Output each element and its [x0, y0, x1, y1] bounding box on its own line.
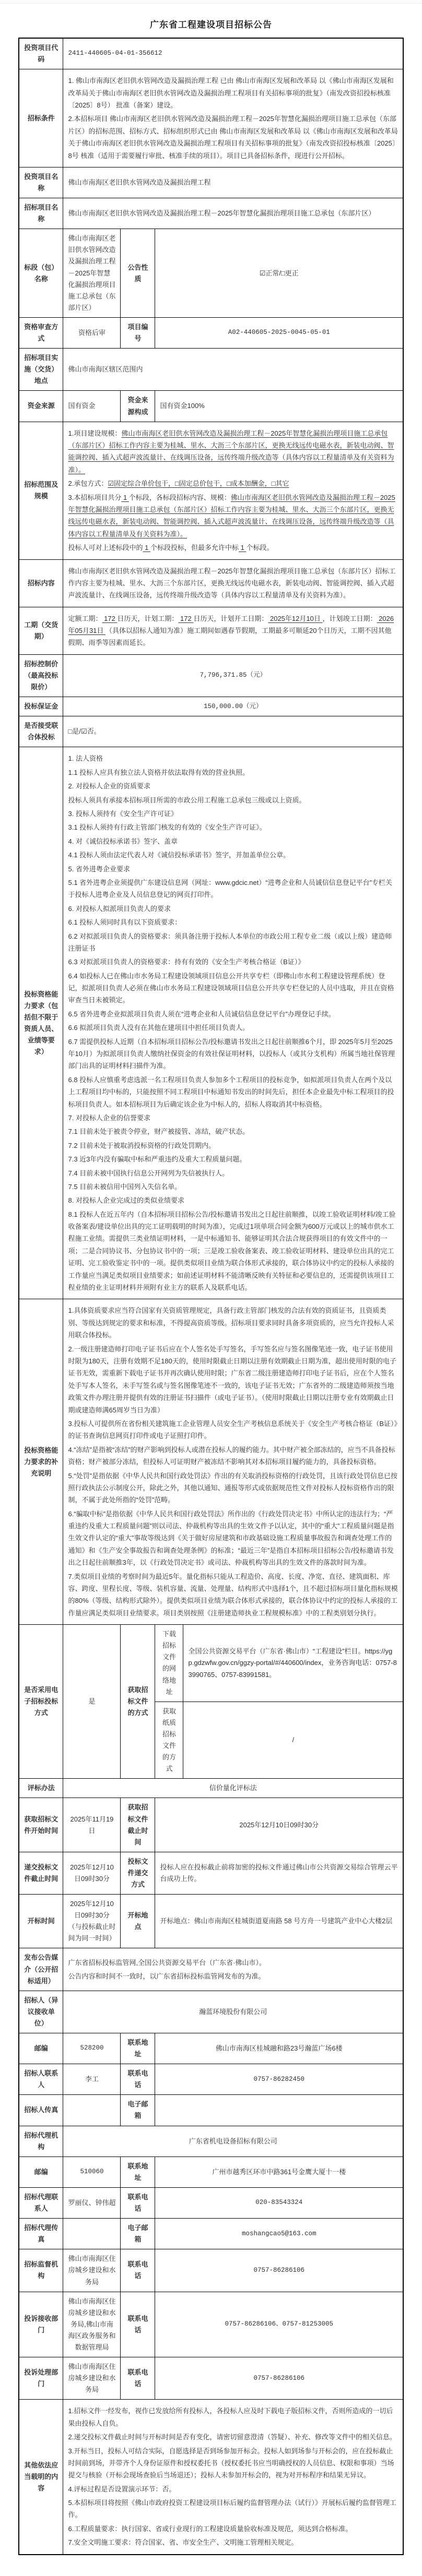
- agency-phone-label: 联系电话: [121, 2187, 155, 2218]
- fund-composition-value: 国有资金100%: [155, 391, 403, 422]
- location-label: 招标项目实施（交货）地点: [19, 349, 63, 391]
- opening-place-label: 开标地点: [121, 1895, 155, 1948]
- row-tenderer: [19, 1991, 403, 2033]
- tenderer-address-label: 联系地址: [121, 2033, 155, 2064]
- qualification-supplement-label: 投标资格能力要求的补充说明: [19, 1299, 63, 1625]
- tenderer-fax-label: 招标人传真: [19, 2095, 63, 2126]
- evaluation-method-value: 信价量化评标法: [63, 1779, 403, 1798]
- tender-content-label: 招标内容: [19, 559, 63, 607]
- supervisor-label: 招标监督机构: [19, 2249, 63, 2292]
- tenderer-contact-value: 李工: [63, 2064, 121, 2095]
- supervisor-phone-value: 0757-86286106: [155, 2249, 403, 2292]
- location-value: 佛山市南海区辖区范围内: [63, 349, 403, 391]
- row-complaint-receiving: [19, 2292, 403, 2357]
- document-deadline-value: 2025年12月10日09时30分: [155, 1798, 403, 1852]
- complaint-handling-label: 投诉处理部门: [19, 2357, 63, 2400]
- agency-phone-value: 020-83543324: [155, 2187, 403, 2218]
- project-number-label: 项目编号: [121, 317, 155, 348]
- row-supervisor: [19, 2249, 403, 2292]
- tenderer-email-value: [155, 2095, 403, 2126]
- row-tender-content: [19, 559, 403, 607]
- agency-email-label: 电子邮箱: [121, 2219, 155, 2249]
- complaint-receiving-label: 投诉接收部门: [19, 2292, 63, 2357]
- tenderer-phone-value: 0757-86282450: [155, 2064, 403, 2095]
- row-evaluation-method: [19, 1779, 403, 1798]
- complaint-receiving-phone-value: 0757-86286106、0757-81253005: [155, 2292, 403, 2357]
- row-document-time: [19, 1798, 403, 1852]
- electronic-bidding-value: 是: [63, 1625, 121, 1779]
- download-url-label: 下载招标文件的网络地址: [155, 1625, 183, 1702]
- qualification-requirements-label: 投标资格能力要求（包括但不限于资质人员、业绩等要求）: [19, 747, 63, 1299]
- fund-source-label: 资金来源: [19, 391, 63, 422]
- section-name-label: 标段（包）名称: [19, 229, 63, 318]
- document-start-label: 获取招标文件开始时间: [19, 1798, 63, 1852]
- page-title: 广东省工程建设项目招标公告: [150, 20, 272, 30]
- duration-value: 定额工期： 172 日历天，计划工期： 172 日历天，计划开工日期： 2025年12月10日 ，计划竣工日期： 2026年05月31日 （具体以招标人通知为准）施工期间如遇春节假期，工期最多可顺延20个日历天，工期不因其他假期、雨季等因素而延长。: [63, 607, 403, 654]
- row-consortium: [19, 716, 403, 747]
- page-top-divider: [0, 0, 422, 4]
- row-complaint-handling: [19, 2357, 403, 2400]
- row-tenderer-fax: [19, 2095, 403, 2126]
- notice-nature-label: 公告性质: [121, 229, 155, 318]
- row-qualification-requirements: [19, 747, 403, 1299]
- row-bid-opening: [19, 1895, 403, 1948]
- opening-time-value: 2025年12月10日09时30分（与投标截止时间为同一时间）: [63, 1895, 121, 1948]
- announcement-media-value: 广东省招标投标监管网,全国公共资源交易平台（广东省·佛山市）。 公告内容和时间不一致时，以广东省招标投标监管网发布的为准。: [63, 1948, 403, 1991]
- tender-announcement-table: [18, 38, 404, 2555]
- complaint-handling-value: 佛山市南海区住房城乡建设和水务局: [63, 2357, 121, 2400]
- tender-name-value: 佛山市南海区老旧供水管网改造及漏损治理工程－2025年智慧化漏损治理项目施工总承包（东部片区）: [63, 198, 403, 229]
- agency-label: 招标代理机构: [19, 2126, 63, 2156]
- agency-value: 广东省机电设备招标有限公司: [63, 2126, 403, 2156]
- bid-deposit-value: 150,000.00（元）: [63, 697, 403, 716]
- document-deadline-label: 获取招标文件截止时间: [121, 1798, 155, 1852]
- paper-documents-value: /: [183, 1702, 403, 1779]
- row-duration: [19, 607, 403, 654]
- complaint-handling-phone-value: 0757-86286106: [155, 2357, 403, 2400]
- project-number-value: A02-440605-2025-0045-05-01: [155, 317, 403, 348]
- tenderer-address-value: 佛山市南海区桂城融和路23号瀚蓝广场6楼: [155, 2033, 403, 2064]
- row-agency: [19, 2126, 403, 2156]
- document-start-value: 2025年11月19日: [63, 1798, 121, 1852]
- investment-name-value: 佛山市南海区老旧供水管网改造及漏损治理工程: [63, 167, 403, 198]
- duration-label: 工期（交货期）: [19, 607, 63, 654]
- row-tenderer-postcode: [19, 2033, 403, 2064]
- complaint-handling-phone-label: 联系电话: [121, 2357, 155, 2400]
- row-agency-fax: [19, 2219, 403, 2249]
- submission-deadline-label: 递交投标文件截止时间: [19, 1852, 63, 1894]
- qualification-method-value: 资格后审: [63, 317, 121, 348]
- agency-email-value: moshangcao5@163.com: [155, 2219, 403, 2249]
- row-electronic-bidding: [19, 1625, 403, 1702]
- submission-method-label: 投标文件递交方式: [121, 1852, 155, 1894]
- section-name-value: 佛山市南海区老旧供水管网改造及漏损治理工程－2025年智慧化漏损治理项目施工总承包（东部片区）: [63, 229, 121, 318]
- scope-value: 1.项目建设规模：佛山市南海区老旧供水管网改造及漏损治理工程－2025年智慧化漏损治理项目施工总承包（东部片区）招标工作内容主要为桂城、里水、大沥三个东部片区，更换无线远传电磁水表，新装电动阀、智能调控阀、插入式超声波流量计、在线调压设备，远传终端升级改造等（具体内容以工程量清单及有关资料为准）。 2.承包方式：☑固定综合单价包干，□固定总价包干，□成本加酬金，□其它 3.本招标项目共分 1 个标段，各标段招标内容、规模：佛山市南海区老旧供水管网改造及漏损治理工程－2025年智慧化漏损治理项目施工总承包（东部片区）招标工作内容主要为桂城、里水、大沥三个东部片区，更换无线远传电磁水表，新装电动阀、智能调控阀、插入式超声波流量计、在线调压设备，远传终端升级改造等（具体内容以工程量清单及有关资料为准）。 投标人可对上述标段中的 1 个标段投标，但最多允许中标 1 个标段。: [63, 422, 403, 559]
- row-qualification-method: [19, 317, 403, 348]
- obtain-documents-label: 获取招标文件的方式: [121, 1625, 155, 1779]
- qualification-method-label: 资格审查方式: [19, 317, 63, 348]
- complaint-receiving-value: 佛山市南海区住房城乡建设和水务局,佛山市南海区政务服务和数据管理局: [63, 2292, 121, 2357]
- row-section-name: [19, 229, 403, 318]
- agency-fax-value: [63, 2219, 121, 2249]
- row-other-contents: [19, 2400, 403, 2555]
- supervisor-phone-label: 联系电话: [121, 2249, 155, 2292]
- agency-contact-label: 招标代理联系人: [19, 2187, 63, 2218]
- tenderer-label: 招标人（异议接收单位）: [19, 1991, 63, 2033]
- row-fund-source: [19, 391, 403, 422]
- notice-nature-value: ☑正常/□更正: [155, 229, 403, 318]
- row-tender-conditions: [19, 69, 403, 167]
- paper-documents-label: 获取纸质招标文件的方式: [155, 1702, 183, 1779]
- tender-conditions-label: 招标条件: [19, 69, 63, 167]
- scope-label: 招标范围及规模: [19, 422, 63, 559]
- supervisor-value: 佛山市南海区住房城乡建设和水务局: [63, 2249, 121, 2292]
- row-qualification-supplement: [19, 1299, 403, 1625]
- tender-conditions-value: 1. 佛山市南海区老旧供水管网改造及漏损治理工程 已由 佛山市南海区发展和改革局 以《佛山市南海区发展和改革局关于佛山市南海区老旧供水管网改造及漏损治理工程项目有关招标事项的批复》（南发改资招投标核准〔2025〕8号） 批准（备案）建设。 2.本招标项目 佛山市南海区老旧供水管网改造及漏损治理工程－2025年智慧化漏损治理项目施工总承包（东部片区）的招标范围、招标方式、招标组织形式已由 佛山市南海区发展和改革局 以《佛山市南海区发展和改革局关于佛山市南海区老旧供水管网改造及漏损治理工程项目有关招标事项的批复》（南发改资招投标核准〔2025〕8号 核准（适用于需要履行审批、核准手续的项目）。项目已具备招标条件，现进行公开招标。: [63, 69, 403, 167]
- agency-contact-value: 罗丽仪、钟伟超: [63, 2187, 121, 2218]
- row-scope: [19, 422, 403, 559]
- consortium-label: 是否接受联合体投标: [19, 716, 63, 747]
- ceiling-price-value: 7,796,371.85（元）: [63, 654, 403, 697]
- tenderer-fax-value: [63, 2095, 121, 2126]
- tenderer-postcode-label: 邮编: [19, 2033, 63, 2064]
- ceiling-price-label: 招标控制价（最高投标限价）: [19, 654, 63, 697]
- fund-source-value: 国有资金: [63, 391, 121, 422]
- agency-postcode-value: 510060: [63, 2156, 121, 2187]
- row-investment-name: [19, 167, 403, 198]
- agency-fax-label: 招标代理传真: [19, 2219, 63, 2249]
- opening-place-value: 开标地点：佛山市南海区桂城街道夏南路 58 号方舟一号建筑产业中心大楼2层: [155, 1895, 403, 1948]
- tenderer-postcode-value: 528200: [63, 2033, 121, 2064]
- announcement-media-label: 发布公告媒介（公开招标适用）: [19, 1948, 63, 1991]
- investment-code-label: 投资项目代码: [19, 38, 63, 69]
- agency-address-label: 联系地址: [121, 2156, 155, 2187]
- tenderer-email-label: 电子邮箱: [121, 2095, 155, 2126]
- complaint-receiving-phone-label: 联系电话: [121, 2292, 155, 2357]
- opening-time-label: 开标时间: [19, 1895, 63, 1948]
- row-agency-contact: [19, 2187, 403, 2218]
- tenderer-contact-label: 招标人联系人: [19, 2064, 63, 2095]
- row-bid-deposit: [19, 697, 403, 716]
- announcement-page: [0, 17, 422, 2555]
- row-location: [19, 349, 403, 391]
- bid-deposit-label: 投标保证金: [19, 697, 63, 716]
- other-contents-value: 1.招标文件一经发布，视作已发放给所有投标人，各投标人应及时下载电子版招标文件，否则所造成的一切后果由投标人自负。 2.递交投标文件截止时间与开标时间是否有变化，请密切留意澄清（答疑）、补充、修改等文件中的相关信息。 3.开标当日，投标人可结合实际，自愿选择是否到场参加开标会。投标人如到场参与开标会的，应在投标截止时间前到场，并带齐个人身份证原件和授权委托书（授权委托书应当明确授权的人员信息、权限和事项）当场提交与核验（开标会现场查验后当场退还）；投标人未参加开标会的，视为对开标程序和结果无异议。 4.评标过程是否设置演示环节：否。 5.本招标项目将按照《佛山市政府投资工程建设项目标后履约监督管理办法（试行）》开展标后履约监督管理工作。 6.工程质量要求：执行国家、省或行业现行的工程建设质量验收标准及规范，须达到合格标准。 7.安全文明施工要求：符合国家、省、市安全生产、文明施工管理相关规定。: [63, 2400, 403, 2555]
- row-tenderer-contact: [19, 2064, 403, 2095]
- tenderer-value: 瀚蓝环境股份有限公司: [63, 1991, 403, 2033]
- investment-code-value: 2411-440605-04-01-356612: [63, 38, 403, 69]
- tender-name-label: 招标项目名称: [19, 198, 63, 229]
- qualification-requirements-value: 1. 法人资格 1.1 投标人应具有独立法人资格并依法取得有效的营业执照。 2. 对投标人企业的资质要求 投标人须具有承接本招标项目所需的市政公用工程施工总承包三级或以上资质。 3. 投标人须持有《安全生产许可证》 3.1 投标人须持有行政主管部门核发的有效的《安全生产许可证》。 4. 对《诚信投标承诺书》签字、盖章 4.1 投标人须由法定代表人对《诚信投标承诺书》签字，并加盖单位公章。 5. 省外进粤企业要求 5.1 省外进粤企业须提供广东建设信息网（网址：www.gdcic.net）“进粤企业和人员诚信信息登记平台”专栏关于投标人进粤企业及人员信息登记的网页打印件。 6. 对投标人拟派项目负责人的要求 6.1 投标人须同时具有以下资质要求： 6.2 对拟派项目负责人的资格要求：须具备注册于投标人本单位的市政公用工程专业二级（或以上级）建造师注册证书 6.3 对拟派项目负责人的资格要求：持有有效的《安全生产考核合格证（B证）》 6.4 如投标人已在佛山市水务局工程建设领域项目信息公开共享专栏（即佛山市水利工程建设管理系统）登记，拟派项目负责人必须在佛山市水务局工程建设领域项目信息公开共享专栏登记的人员中选取，并且在资格审查当日未被锁定。 6.5 省外进粤企业拟派项目负责人须在“进粤企业和人员诚信信息登记平台”办理登记手续。 6.6 拟派项目负责人没有在其他在建项目中担任项目负责人。 6.7 需提供投标人近期（自本招标项目招标公告/投标邀请书发出之日起往前顺推6个月，即 2025年5月至2025年10月）为拟派项目负责人缴纳社保资金的有效社保证明材料，以投标人（或其分支机构）所属当地社保管理部门出具的证明材料扫描件为准。 6.8 投标人应慎重考虑选派一名工程项目负责人参加多个工程项目的投标竞争，如拟派项目负责人在两个及以上工程项目均中标的，只能按照不同工程项目中标通知书发出的时间先后，担任本企业最先中标工程项目的投标项目负责人。如本招标项目为后确定该企业为中标人的，招标人将取消其中标资格。 7. 对投标人企业的信誉要求 7.1 目前未处于被责令停业，财产被接管、冻结，破产状态。 7.2 目前未处于被取消投标资格的行政处罚期内。 7.3 近3年内没有骗取中标和严重违约及重大工程质量问题。 7.4 目前未被中国执行信息公开网列为失信被执行人。 7.5 目前未被信用中国列入失信名单。 8. 对投标人企业完成过的类似业绩要求 8.1 投标人在近五年内（自本招标项目招标公告/投标邀请书发出之日起往前顺推，以竣工验收证明材料/竣工验收备案表/建设单位出具的完工证明载明的时间为准），完成过1项单项合同金额为600万元或以上的城市供水工程施工业绩。需提供三类业绩证明材料，一是中标通知书、能够证明其合法合规获得项目的有效文件中的一项；二是合同协议书、分包协议书中的一项；三是竣工验收备案表、竣工验收证明材料、建设单位出具的完工证明、完工验收鉴定书中的一项。提供类似项目业绩为联合体形式承接的，联合体协议中约定的投标人承接的工作量应当满足类似项目业绩要求；如前述证明材料不能清晰反映有关特征和必要信息的，还需提供该项目工程业绩的业主证明材料并须附有业主方的联系人及联系电话。: [63, 747, 403, 1299]
- tender-content-value: 佛山市南海区老旧供水管网改造及漏损治理工程－2025年智慧化漏损治理项目施工总承包（东部片区）招标工作内容主要为桂城、里水、大沥三个东部片区，更换无线远传电磁水表，新装电动阀、智能调控阀、插入式超声波流量计、在线调压设备，远传终端升级改造等（具体内容以工程量清单及有关资料为准）。: [63, 559, 403, 607]
- evaluation-method-label: 评标办法: [19, 1779, 63, 1798]
- investment-name-label: 投资项目名称: [19, 167, 63, 198]
- submission-method-value: 投标人应在投标截止前将加密的投标文件通过佛山市公共资源交易综合管理云平台成功上传。: [155, 1852, 403, 1894]
- qualification-supplement-value: 1.具体资质要求应当符合国家有关资质管理规定，具备行政主管部门核发的合法有效的资质证书，且资质类别、等级达到规定的要求和标准，不得提高资质等级。招标项目要求同时具备多项资质的，应当允许投标人采用联合体投标。 2.一级注册建造师打印电子证书后应在个人签名处手写签名，手写签名应与签名图像笔迹一致，电子证书使用时限为180天，注册有效期不足180天的，使用时限截止日期以注册有效期截止日期为准，超出使用时限的电子证书无效，需重新下载电子证书并再次确认使用时限；广东省二级注册建造师打印电子证书后，应在个人签名处手写本人签名，未手写签名或与签名图像笔迹不一致的，该电子证书无效；广东省外的二级建造师须按当地政策文件办理注册并提供有效的注册证书扫描件（或电子证书）。（使用时限截止日期以注册专业有效期截止日期或建造师满65周岁当日为准） 3.投标人可提供所在省份相关建筑施工企业管理人员安全生产考核信息系统关于《安全生产考核合格证（B证）》的证书查询信息网页打印件或电子证照打印件。 4.“冻结”是指被“冻结”的财产影响到投标人或潜在投标人的履约能力。其中财产被全部冻结的，应当不具备投标资格；财产被部分冻结，但投标人可证明财产被冻结不影响其对本招标项目履约能力的，具备投标资格。 5.“处罚”是指依据《中华人民共和国行政处罚法》作出的有关取消投标资格的行政处罚，且该行政处罚信息已按照行政执法公示制度公开，除此之外，其他以通知、通报等形式或依据规范性文件对投标人投标资格作出的限制，不属于此处所指的“处罚”范畴。 6.“骗取中标”是指依据《中华人民共和国行政处罚法》所作出的《行政处罚决定书》中所认定的违法行为；“严重违约及重大工程质量问题”则以司法、仲裁机构等出具的生效文件予以认定，其中的“重大”工程质量问题是指生效文件认定的“重大”事故等级达到《关于做好房屋建筑和市政基础设施工程质量事故报告和调查处理工作的通知》和《生产安全事故报告和调查处理条例》的标准；“最近三年”是指自本招标项目招标公告/投标邀请书发出之日起往前顺推3年，以《行政处罚决定书》或司法、仲裁机构等出具的生效文件的落款时间为准。 7.类似项目业绩的考察时间为最近5年。量化指标只能从工程造价、高度、长度、净宽、直径、建筑面积、库容、跨度、里程长度、等级、装机容量、流量、处理量、结构形式中选择1个，且不超过招标项目量化指标规模的80%（等级、结构形式除外）。提供类似项目业绩为联合体形式承接的，联合体协议中约定的投标人承接的工作量应满足类似项目业绩要求。项目类别按照《注册建造师执业工程规模标准》中的工程类别划分执行。: [63, 1299, 403, 1625]
- fund-composition-label: 资金来源构成: [121, 391, 155, 422]
- download-url-value: 全国公共资源交易平台（广东省·佛山市）“工程建设”栏目。https://ygp.gdzwfw.gov.cn/ggzy-portal/#/440600/index，业务咨询电话：0757-83990765、0757-83991581。: [183, 1625, 403, 1702]
- row-submission: [19, 1852, 403, 1894]
- row-investment-code: [19, 38, 403, 69]
- tenderer-phone-label: 联系电话: [121, 2064, 155, 2095]
- row-ceiling-price: [19, 654, 403, 697]
- row-tender-name: [19, 198, 403, 229]
- consortium-value: □是/☑否。: [63, 716, 403, 747]
- agency-address-value: 广州市越秀区环市中路361号金鹰大厦十一楼: [155, 2156, 403, 2187]
- row-announcement-media: [19, 1948, 403, 1991]
- other-contents-label: 其他依法应当载明的内容: [19, 2400, 63, 2555]
- electronic-bidding-label: 是否采用电子招标投标方式: [19, 1625, 63, 1779]
- agency-postcode-label: 邮编: [19, 2156, 63, 2187]
- row-agency-postcode: [19, 2156, 403, 2187]
- submission-deadline-value: 2025年12月10日09时30分: [63, 1852, 121, 1894]
